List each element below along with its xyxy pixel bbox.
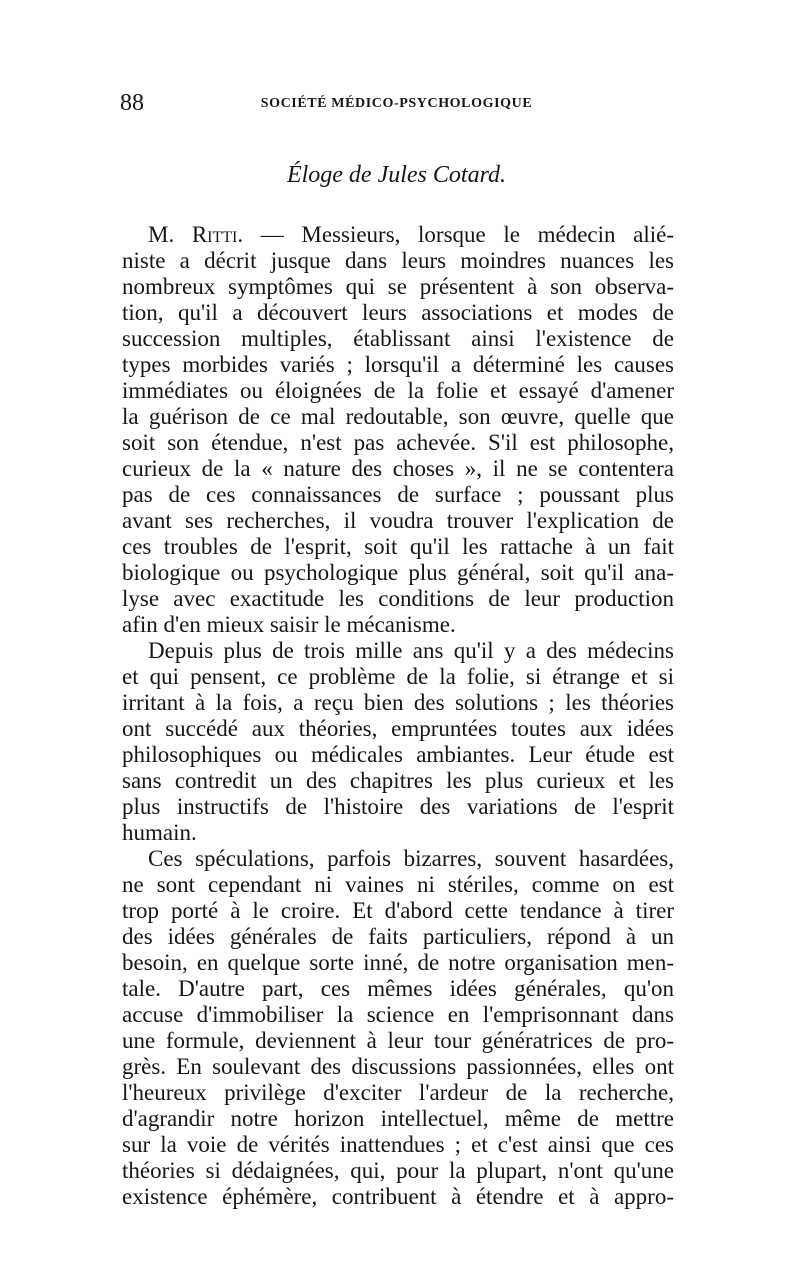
- text-line: tale. D'autre part, ces mêmes idées générales, qu'on: [122, 976, 674, 1001]
- text-line: afin d'en mieux saisir le mécanisme.: [122, 612, 456, 637]
- text-line: existence éphémère, contribuent à étendre et à appro-: [122, 1184, 674, 1209]
- text-line: avant ses recherches, il voudra trouver l'explication de: [122, 508, 674, 533]
- text-line: accuse d'immobiliser la science en l'emprisonnant dans: [122, 1002, 674, 1027]
- article-title: Éloge de Jules Cotard.: [286, 162, 507, 188]
- text-line: biologique ou psychologique plus général, soit qu'il ana-: [122, 560, 674, 585]
- text-line: types morbides variés ; lorsqu'il a déterminé les causes: [122, 352, 674, 377]
- text-line: l'heureux privilège d'exciter l'ardeur de la recherche,: [122, 1080, 674, 1105]
- text-line: succession multiples, établissant ainsi l'existence de: [122, 326, 674, 351]
- text-line: plus instructifs de l'histoire des variations de l'esprit: [122, 794, 674, 819]
- text-fragment: — Messieurs, lorsque le médecin alié-: [243, 222, 674, 247]
- text-line: [148, 222, 674, 248]
- text-line: d'agrandir notre horizon intellectuel, même de mettre: [122, 1106, 674, 1131]
- text-line: ont succédé aux théories, empruntées toutes aux idées: [122, 716, 674, 741]
- running-title: SOCIÉTÉ MÉDICO-PSYCHOLOGIQUE: [260, 96, 533, 111]
- text-line: ces troubles de l'esprit, soit qu'il les rattache à un fait: [122, 534, 674, 559]
- text-line: théories si dédaignées, qui, pour la plupart, n'ont qu'une: [122, 1158, 674, 1183]
- text-line: grès. En soulevant des discussions passionnées, elles ont: [122, 1054, 674, 1079]
- text-line: la guérison de ce mal redoutable, son œuvre, quelle que: [122, 404, 674, 429]
- text-line: niste a décrit jusque dans leurs moindres nuances les: [122, 248, 674, 273]
- text-line: ne sont cependant ni vaines ni stériles, comme on est: [122, 872, 674, 897]
- text-line: une formule, deviennent à leur tour génératrices de pro-: [122, 1028, 674, 1053]
- text-line: tion, qu'il a découvert leurs associations et modes de: [122, 300, 674, 325]
- text-line: des idées générales de faits particuliers, répond à un: [122, 924, 674, 949]
- speaker-name: M. Ritti.: [148, 222, 244, 247]
- text-line: trop porté à le croire. Et d'abord cette tendance à tirer: [122, 898, 674, 923]
- text-line: irritant à la fois, a reçu bien des solutions ; les théories: [122, 690, 674, 715]
- text-line: nombreux symptômes qui se présentent à son observa-: [122, 274, 674, 299]
- text-line: Ces spéculations, parfois bizarres, souvent hasardées,: [148, 846, 674, 871]
- page-number: 88: [120, 90, 144, 116]
- text-line: sur la voie de vérités inattendues ; et c'est ainsi que ces: [122, 1132, 674, 1157]
- text-line: immédiates ou éloignées de la folie et essayé d'amener: [122, 378, 674, 403]
- text-line: sans contredit un des chapitres les plus curieux et les: [122, 768, 674, 793]
- text-line: humain.: [122, 820, 197, 845]
- text-line: philosophiques ou médicales ambiantes. Leur étude est: [122, 742, 674, 767]
- text-line: curieux de la « nature des choses », il ne se contentera: [122, 456, 674, 481]
- text-line: soit son étendue, n'est pas achevée. S'il est philosophe,: [122, 430, 674, 455]
- text-line: lyse avec exactitude les conditions de leur production: [122, 586, 674, 611]
- text-line: besoin, en quelque sorte inné, de notre organisation men-: [122, 950, 674, 975]
- text-line: et qui pensent, ce problème de la folie, si étrange et si: [122, 664, 674, 689]
- text-line: pas de ces connaissances de surface ; poussant plus: [122, 482, 674, 507]
- text-line: Depuis plus de trois mille ans qu'il y a des médecins: [148, 638, 674, 663]
